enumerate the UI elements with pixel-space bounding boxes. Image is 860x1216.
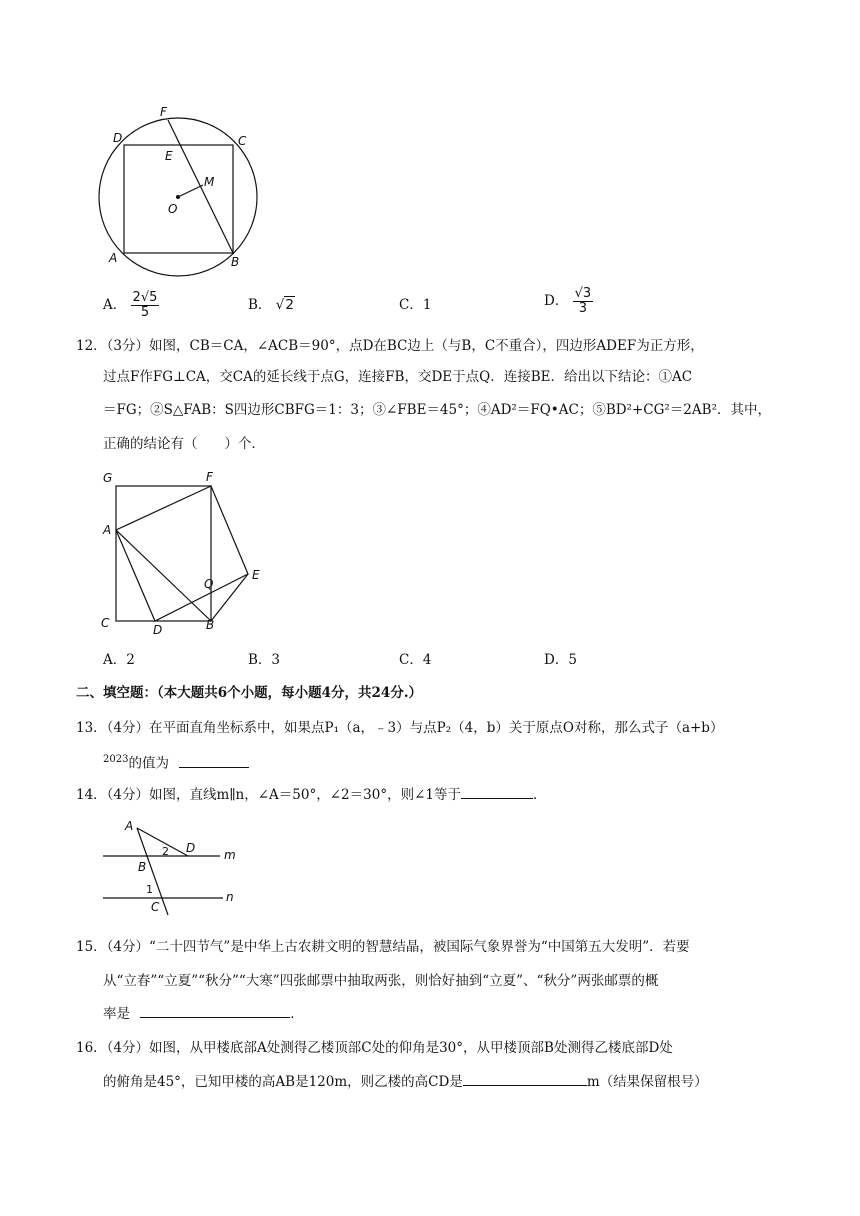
q11-option-d[interactable]: D． $\frac{√3}{3}$ [544, 286, 592, 316]
q13-line1: 13．（4分）在平面直角坐标系中，如果点P₁（a，﹣3）与点P₂（4，b）关于原点O对称，那么式子（a+b） [76, 720, 724, 736]
fraction: $\frac{2√5}{5}$ [132, 290, 158, 320]
segment-be [211, 574, 248, 621]
label-g: G [103, 471, 113, 485]
q13-line2: $^{2023}$的值为 [103, 750, 249, 774]
q11-figure [95, 100, 275, 275]
label-q: Q [204, 577, 214, 591]
label-d: D [186, 841, 196, 855]
fraction: $\frac{√3}{3}$ [574, 286, 592, 316]
q14-label-c: C [151, 900, 160, 914]
q14-figure [100, 815, 250, 904]
label-o: O [168, 202, 178, 216]
label-b: B [206, 618, 215, 632]
label-d: D [113, 131, 123, 145]
label-n: n [226, 890, 234, 904]
rect-cbfg [116, 486, 214, 621]
label-a: A [125, 819, 134, 833]
label-e: E [252, 568, 260, 582]
q16-line1: 16．（4分）如图，从甲楼底部A处测得乙楼顶部C处的仰角是30°，从甲楼顶部B处测得乙楼底部D处 [76, 1040, 673, 1056]
label-m: m [224, 848, 236, 862]
q14-line1: 14．（4分）如图，直线m∥n，∠A＝50°，∠2＝30°，则∠1等于 ． [76, 784, 546, 805]
segment-om [178, 185, 203, 197]
q12-line3: ＝FG；②S△FAB：S四边形CBFG＝1：3；③∠FBE＝45°；④AD²＝FQ•AC；⑤BD²+CG²＝2AB²．其中， [103, 402, 771, 418]
label-m: M [204, 175, 215, 189]
q12-line4: 正确的结论有（ ）个． [103, 436, 265, 452]
label-d: D [153, 623, 163, 637]
label-f: F [160, 105, 167, 119]
segment-ab [116, 530, 214, 621]
q15-line1: 15．（4分）“二十四节气”是中华上古农耕文明的智慧结晶，被国际气象界誉为“中国第五大发明”．若要 [76, 939, 690, 955]
label-b: B [138, 860, 147, 874]
square-adef [116, 486, 248, 621]
q15-line2: 从“立春”“立夏”“秋分”“大寒”四张邮票中抽取两张，则恰好抽到“立夏”、“秋分”两张邮票的概 [103, 973, 659, 989]
section-heading: 二、填空题：（本大题共6个小题，每小题4分，共24分.） [76, 685, 423, 701]
label-a: A [109, 251, 118, 265]
center-dot [176, 195, 180, 199]
label-f: F [206, 470, 213, 484]
label-2: 2 [162, 845, 169, 858]
q12-option-d[interactable]: D．5 [544, 652, 577, 668]
q11-option-c[interactable]: C．1 [399, 297, 432, 313]
answer-blank[interactable] [461, 784, 533, 799]
answer-blank[interactable] [140, 1003, 290, 1018]
sqrt: √2 [275, 297, 294, 313]
label-1: 1 [146, 883, 153, 896]
label-e: E [165, 149, 173, 163]
label-b: B [231, 255, 240, 269]
answer-blank[interactable] [463, 1071, 587, 1086]
q12-option-b[interactable]: B．3 [248, 652, 281, 668]
q12-figure [95, 465, 275, 640]
q12-line1: 12．（3分）如图，CB＝CA，∠ACB＝90°，点D在BC边上（与B，C不重合），四边形ADEF为正方形， [76, 338, 704, 354]
q11-option-b[interactable]: B． √2 [248, 297, 294, 313]
q11-option-a[interactable]: A． $\frac{2√5}{5}$ [103, 290, 158, 320]
label-c: C [238, 134, 247, 148]
label-c: C [101, 616, 110, 630]
square-abcd [124, 145, 233, 253]
q12-line2: 过点F作FG⊥CA，交CA的延长线于点G，连接FB，交DE于点Q．连接BE．给出以下结论：①AC [103, 369, 693, 385]
q12-option-c[interactable]: C．4 [399, 652, 432, 668]
q16-line2: 的俯角是45°，已知甲楼的高AB是120m，则乙楼的高CD是 m（结果保留根号） [103, 1071, 708, 1092]
label-a: A [103, 523, 112, 537]
q12-option-a[interactable]: A．2 [103, 652, 135, 668]
answer-blank[interactable] [179, 753, 249, 768]
q15-line3: 率是 ． [103, 1003, 304, 1024]
